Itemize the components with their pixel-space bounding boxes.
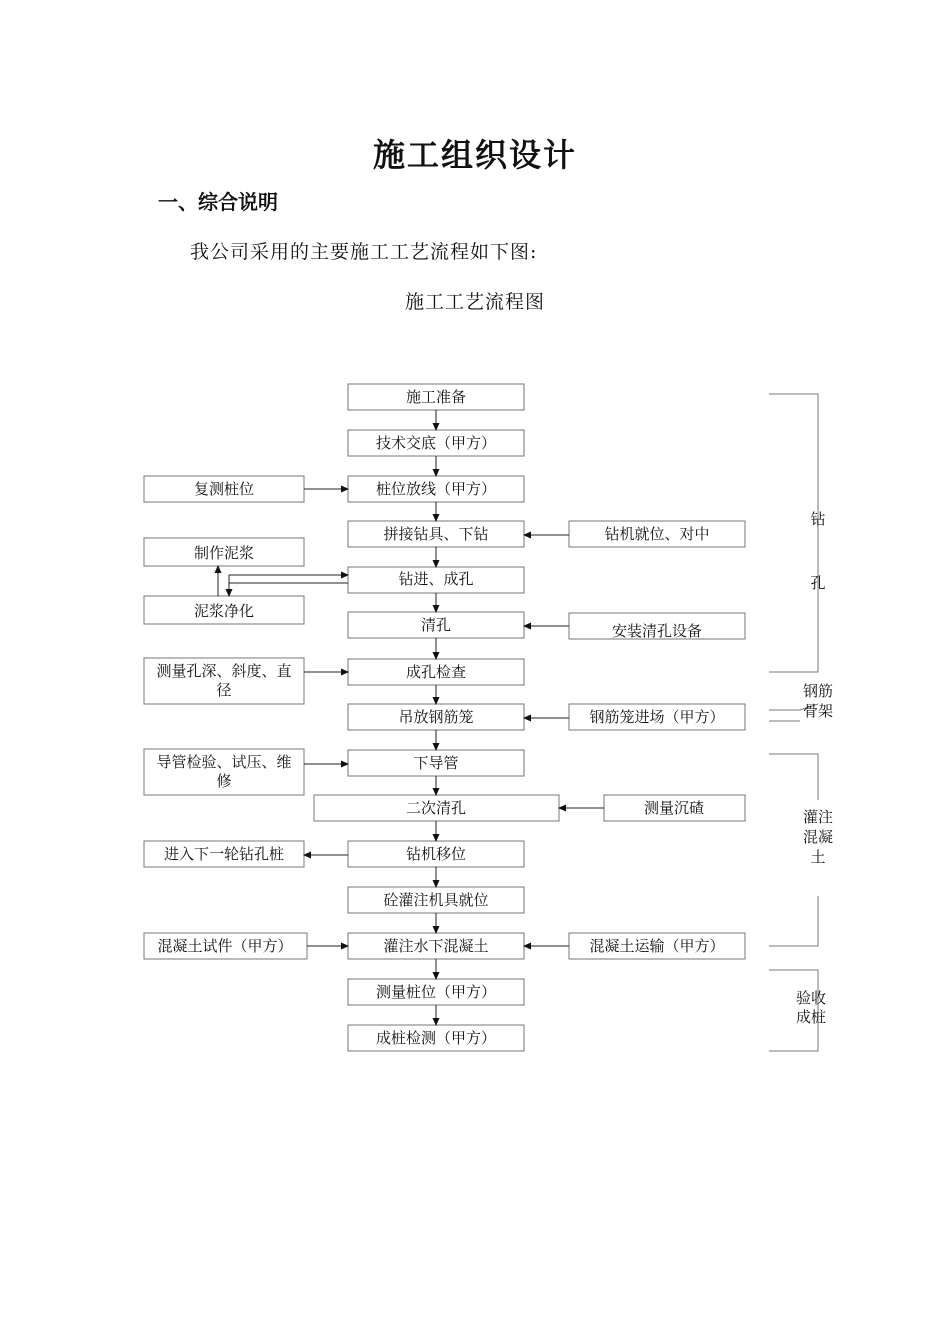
section-heading: 一、综合说明: [158, 190, 278, 214]
stage-bracket-drilling: [769, 394, 818, 672]
left-label-recheck: 复测桩位: [193, 480, 255, 498]
right-label-cage-delivery: 钢筋笼进场（甲方）: [589, 708, 725, 726]
left-label-measure-hole-cont: 径: [216, 681, 232, 699]
right-label-rig-position: 钻机就位、对中: [604, 525, 710, 543]
stage-label-pour: 灌注: [802, 808, 834, 826]
step-label: 桩位放线（甲方）: [375, 480, 497, 498]
step-label: 钻机移位: [405, 845, 467, 863]
step-label: 砼灌注机具就位: [383, 891, 489, 909]
stage-label-pour: 混凝: [802, 828, 834, 846]
stage-bracket-pour-top: [769, 754, 818, 800]
left-label-make-mud: 制作泥浆: [193, 544, 255, 562]
step-label: 施工准备: [405, 388, 467, 406]
stage-label-rebar: 骨架: [802, 702, 834, 720]
step-label: 技术交底（甲方）: [375, 434, 497, 452]
flowchart-caption: 施工工艺流程图: [404, 291, 545, 313]
right-label-measure-sediment: 测量沉碴: [643, 799, 705, 817]
left-label-concrete-sample: 混凝土试件（甲方）: [157, 937, 293, 955]
step-label: 灌注水下混凝土: [383, 937, 489, 955]
step-label: 成桩检测（甲方）: [375, 1029, 497, 1047]
stage-label-accept: 成桩: [795, 1008, 827, 1026]
step-label: 钻进、成孔: [398, 570, 474, 588]
step-label: 成孔检查: [405, 663, 467, 681]
stage-label-drilling: 孔: [810, 574, 826, 592]
document-title: 施工组织设计: [372, 136, 577, 174]
left-label-next-pile: 进入下一轮钻孔桩: [163, 845, 285, 863]
left-label-pipe-check: 导管检验、试压、维: [156, 753, 292, 771]
step-label: 清孔: [420, 616, 452, 634]
left-label-purify-mud: 泥浆净化: [193, 602, 255, 620]
right-label-concrete-transport: 混凝土运输（甲方）: [589, 937, 725, 955]
step-label: 测量桩位（甲方）: [375, 983, 497, 1001]
step-label: 二次清孔: [405, 799, 467, 817]
stage-label-pour: 土: [810, 848, 826, 866]
step-label: 拼接钻具、下钻: [383, 525, 489, 543]
stage-label-drilling: 钻: [810, 510, 826, 528]
stage-bracket-pour-bottom: [769, 896, 818, 946]
left-label-measure-hole: 测量孔深、斜度、直: [156, 662, 292, 680]
stage-label-rebar: 钢筋: [802, 682, 834, 700]
stage-label-accept: 验收: [795, 989, 827, 1007]
intro-paragraph: 我公司采用的主要施工工艺流程如下图:: [190, 241, 538, 263]
right-label-clean-equipment: 安装清孔设备: [611, 622, 703, 640]
left-label-pipe-check-cont: 修: [216, 772, 232, 790]
step-label: 吊放钢筋笼: [398, 708, 474, 726]
step-label: 下导管: [413, 754, 459, 772]
